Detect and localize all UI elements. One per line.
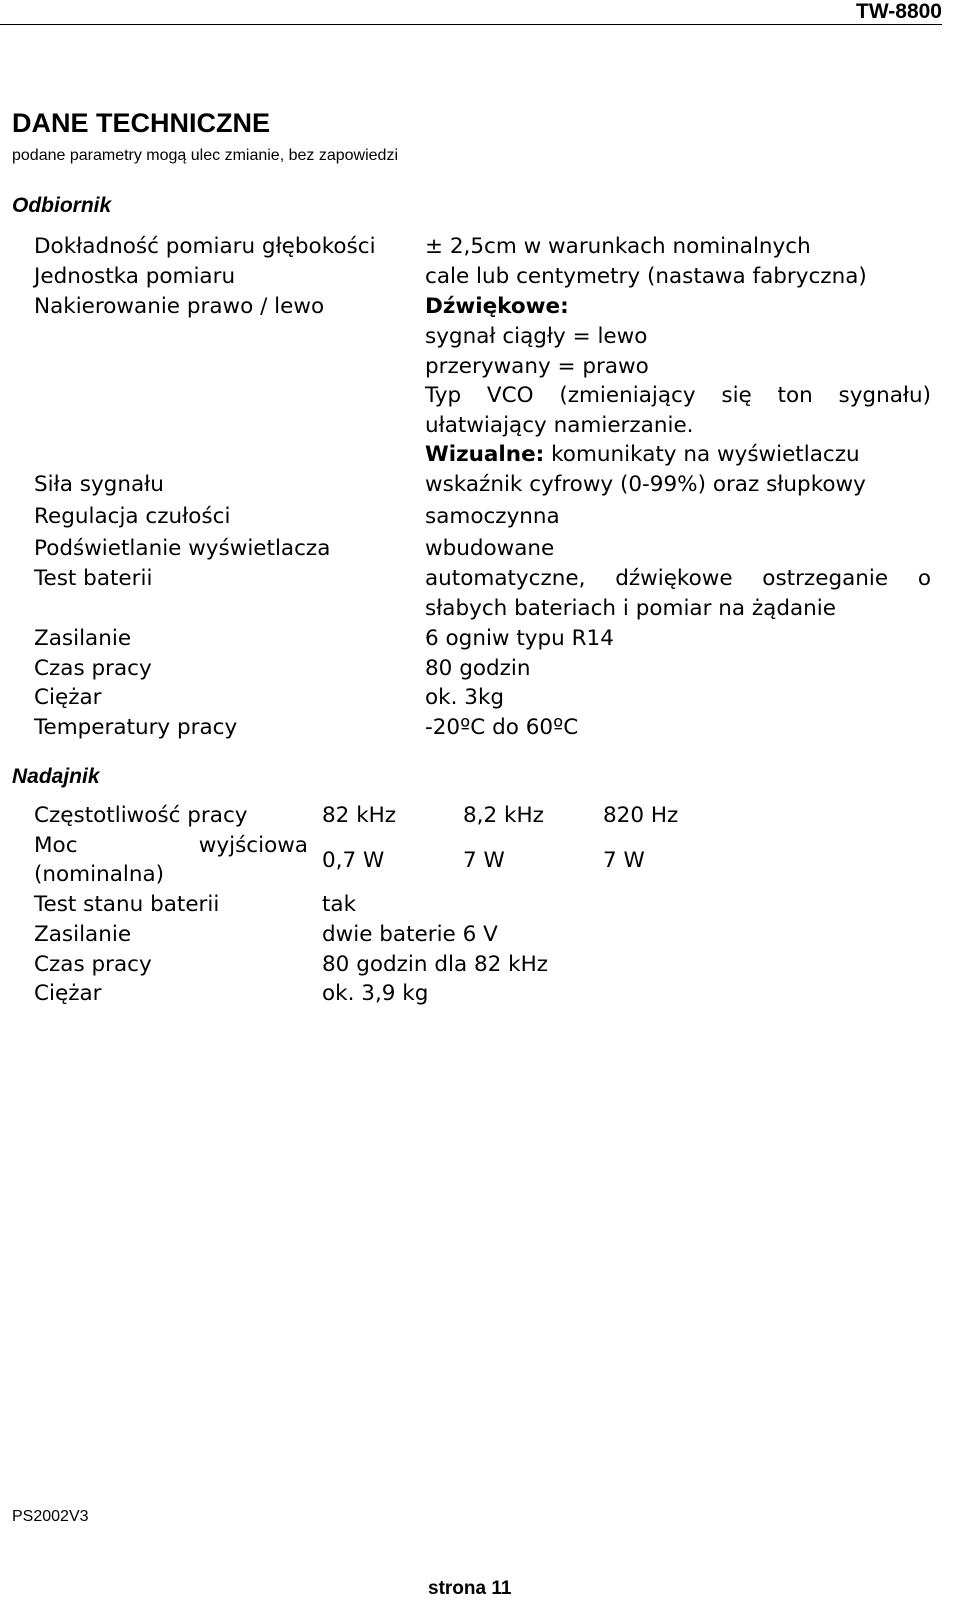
receiver-runtime-value: 80 godzin	[425, 656, 531, 681]
transmitter-power-output-1: 0,7 W	[322, 848, 385, 873]
receiver-direction-label: Nakierowanie prawo / lewo	[34, 294, 325, 319]
page-title: DANE TECHNICZNE	[12, 108, 271, 138]
transmitter-frequency-2: 8,2 kHz	[463, 803, 544, 828]
receiver-visual-line	[425, 442, 860, 467]
transmitter-frequency-label: Częstotliwość pracy	[34, 803, 248, 828]
receiver-temperature-value: -20ºC do 60ºC	[425, 715, 579, 740]
page-subtitle: podane parametry mogą ulec zmianie, bez zapowiedzi	[12, 147, 398, 164]
receiver-audio-line1: sygnał ciągły = lewo	[425, 324, 648, 349]
page-number: strona 11	[428, 1578, 512, 1599]
transmitter-weight-label: Ciężar	[34, 981, 102, 1006]
document-model-header: TW-8800	[856, 0, 942, 23]
transmitter-runtime-value: 80 godzin dla 82 kHz	[322, 952, 549, 977]
receiver-audio-heading: Dźwiękowe:	[425, 294, 569, 319]
transmitter-power-value: dwie baterie 6 V	[322, 922, 498, 947]
transmitter-battery-test-label: Test stanu baterii	[34, 892, 220, 917]
receiver-backlight-label: Podświetlanie wyświetlacza	[34, 536, 331, 561]
receiver-unit-label: Jednostka pomiaru	[34, 264, 236, 289]
receiver-battery-test-value-line1: automatyczne, dźwiękowe ostrzeganie o	[425, 566, 931, 591]
receiver-backlight-value: wbudowane	[425, 536, 555, 561]
transmitter-runtime-label: Czas pracy	[34, 952, 152, 977]
receiver-weight-value: ok. 3kg	[425, 685, 505, 710]
receiver-accuracy-value: ± 2,5cm w warunkach nominalnych	[425, 234, 811, 259]
receiver-temperature-label: Temperatury pracy	[34, 715, 238, 740]
receiver-accuracy-label: Dokładność pomiaru głębokości	[34, 234, 376, 259]
receiver-audio-line3b: ułatwiający namierzanie.	[425, 413, 694, 438]
receiver-audio-line2: przerywany = prawo	[425, 354, 649, 379]
transmitter-battery-test-value: tak	[322, 892, 357, 917]
transmitter-power-label: Zasilanie	[34, 922, 132, 947]
header-rule	[0, 24, 942, 25]
receiver-battery-test-label: Test baterii	[34, 566, 153, 591]
receiver-visual-text: komunikaty na wyświetlaczu	[551, 442, 860, 467]
transmitter-frequency-3: 820 Hz	[603, 803, 679, 828]
transmitter-weight-value: ok. 3,9 kg	[322, 981, 429, 1006]
receiver-sensitivity-label: Regulacja czułości	[34, 504, 231, 529]
receiver-weight-label: Ciężar	[34, 685, 102, 710]
receiver-runtime-label: Czas pracy	[34, 656, 152, 681]
receiver-power-label: Zasilanie	[34, 626, 132, 651]
transmitter-power-output-label-line1: Moc wyjściowa	[34, 833, 308, 858]
receiver-audio-line3a: Typ VCO (zmieniający się ton sygnału)	[425, 383, 931, 408]
receiver-battery-test-value-line2: słabych bateriach i pomiar na żądanie	[425, 596, 837, 621]
receiver-sensitivity-value: samoczynna	[425, 504, 560, 529]
receiver-section-heading: Odbiornik	[12, 194, 112, 217]
receiver-unit-value: cale lub centymetry (nastawa fabryczna)	[425, 264, 867, 289]
receiver-signal-label: Siła sygnału	[34, 472, 164, 497]
receiver-power-value: 6 ogniw typu R14	[425, 626, 614, 651]
transmitter-power-output-3: 7 W	[603, 848, 645, 873]
transmitter-section-heading: Nadajnik	[12, 765, 100, 788]
receiver-signal-value: wskaźnik cyfrowy (0-99%) oraz słupkowy	[425, 472, 866, 497]
transmitter-power-output-2: 7 W	[463, 848, 505, 873]
document-code: PS2002V3	[12, 1508, 89, 1525]
receiver-visual-heading: Wizualne:	[425, 442, 545, 467]
transmitter-power-output-label-line2: (nominalna)	[34, 862, 165, 887]
transmitter-frequency-1: 82 kHz	[322, 803, 397, 828]
